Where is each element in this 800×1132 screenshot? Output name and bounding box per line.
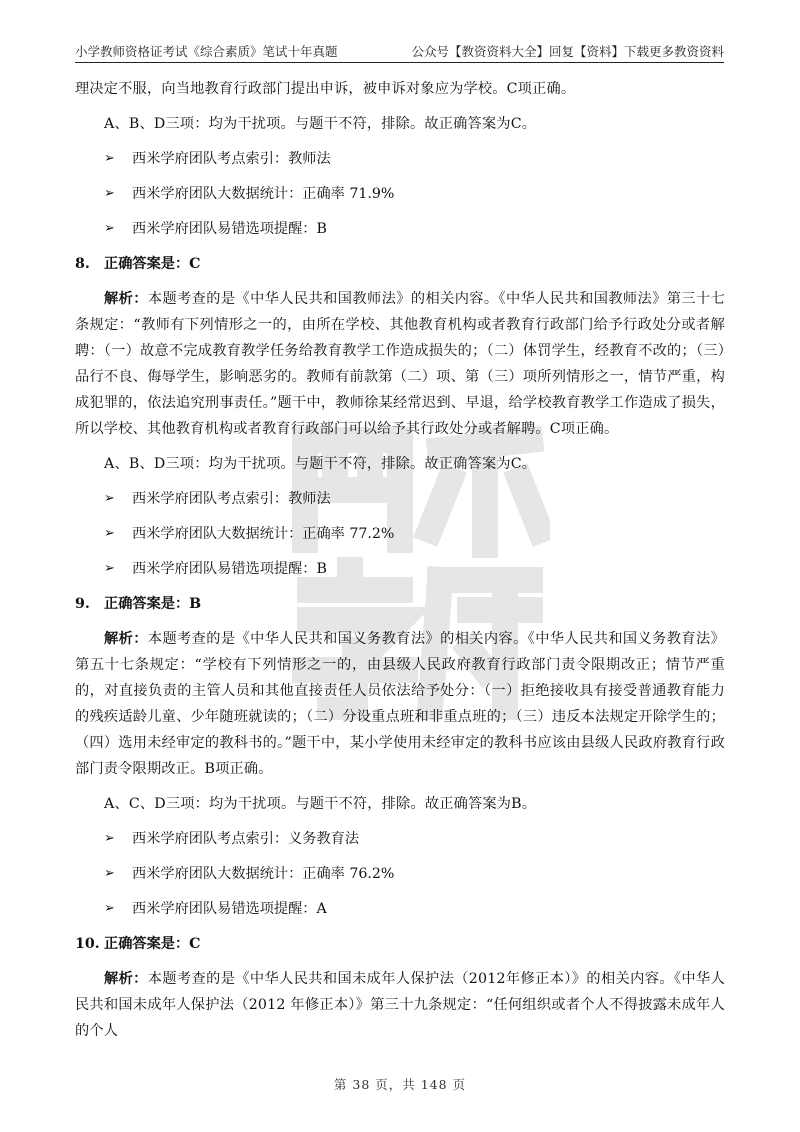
question-8-analysis: 解析：本题考查的是《中华人民共和国教师法》的相关内容。《中华人民共和国教师法》第三十七条规定：“教师有下列情形之一的，由所在学校、其他教育机构或者教育行政部门给予行政处分或者解聘：（一）故意不完成教育教学任务给教育教学工作造成损失的；（二）体罚学生，经教育不改的；（三）品行不良、侮辱学生，影响恶劣的。教师有前款第（二）项、第（三）项所列情形之一，情节严重，构成犯罪的，依法追究刑事责任。”题干中，教师徐某经常迟到、早退，给学校教育教学工作造成了损失，所以学校、其他教育机构或者教育行政部门可以给予其行政处分或者解聘。C项正确。 [75,291,725,437]
list-item: ➢ 西米学府团队大数据统计：正确率 76.2% [75,861,725,887]
header-promo: 公众号【教资资料大全】回复【资料】下载更多教资资料 [411,44,724,59]
page-content [75,76,725,1053]
header-title: 小学教师资格证考试《综合素质》笔试十年真题 [75,44,338,59]
arrow-bullet-icon: ➢ [104,491,115,506]
page-number: 第 38 页，共 148 页 [333,1077,467,1092]
intro-exclusion: A、B、D三项：均为干扰项。与题干不符，排除。故正确答案为C。 [104,116,537,132]
list-item: ➢ 西米学府团队考点索引：义务教育法 [75,826,725,852]
question-9-exclusion: A、C、D三项：均为干扰项。与题干不符，排除。故正确答案为B。 [104,796,537,812]
list-item: ➢ 西米学府团队易错选项提醒：B [75,556,725,582]
question-10-analysis: 解析：本题考查的是《中华人民共和国未成年人保护法（2012年修正本）》的相关内容。《中华人民共和国未成年人保护法（2012 年修正本）》第三十九条规定：“任何组织或者个人不得披露未成年人的个人 [75,971,725,1039]
arrow-bullet-icon: ➢ [104,526,115,541]
question-8-exclusion: A、B、D三项：均为干扰项。与题干不符，排除。故正确答案为C。 [104,456,537,472]
list-item: ➢ 西米学府团队考点索引：教师法 [75,146,725,172]
intro-text: 理决定不服，向当地教育行政部门提出申诉，被申诉对象应为学校。C项正确。 [75,81,576,97]
arrow-bullet-icon: ➢ [104,901,115,916]
arrow-bullet-icon: ➢ [104,221,115,236]
question-10-answer: 10. 正确答案是：C [75,936,201,952]
list-item: ➢ 西米学府团队易错选项提醒：A [75,896,725,922]
question-9-answer: 9. 正确答案是：B [75,596,202,612]
page-header [75,44,724,63]
question-8-answer: 8. 正确答案是：C [75,256,201,272]
arrow-bullet-icon: ➢ [104,151,115,166]
arrow-bullet-icon: ➢ [104,831,115,846]
arrow-bullet-icon: ➢ [104,186,115,201]
question-9-analysis: 解析：本题考查的是《中华人民共和国义务教育法》的相关内容。《中华人民共和国义务教育法》第五十七条规定：“学校有下列情形之一的，由县级人民政府教育行政部门责令限期改正；情节严重的，对直接负责的主管人员和其他直接责任人员依法给予处分：（一）拒绝接收具有接受普通教育能力的残疾适龄儿童、少年随班就读的；（二）分设重点班和非重点班的；（三）违反本法规定开除学生的；（四）选用未经审定的教科书的。”题干中，某小学使用未经审定的教科书应该由县级人民政府教育行政部门责令限期改正。B项正确。 [75,631,725,777]
arrow-bullet-icon: ➢ [104,561,115,576]
list-item: ➢ 西米学府团队易错选项提醒：B [75,216,725,242]
arrow-bullet-icon: ➢ [104,866,115,881]
list-item: ➢ 西米学府团队大数据统计：正确率 71.9% [75,181,725,207]
list-item: ➢ 西米学府团队考点索引：教师法 [75,486,725,512]
list-item: ➢ 西米学府团队大数据统计：正确率 77.2% [75,521,725,547]
